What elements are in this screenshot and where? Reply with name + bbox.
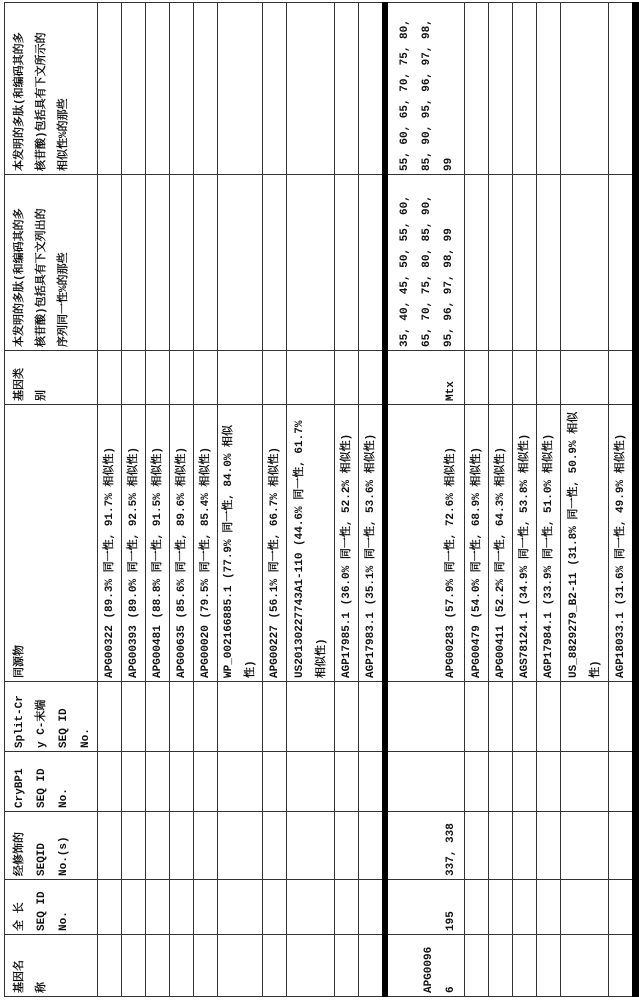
- full-length-seq-id-cell: [335, 880, 359, 935]
- full-length-seq-id-cell: [146, 880, 170, 935]
- gene-category-cell: [609, 351, 636, 405]
- header-identity-percent: [5, 175, 98, 351]
- table-row: [561, 3, 609, 997]
- modified-seq-id-cell: [287, 812, 335, 880]
- table-row: [122, 3, 146, 997]
- gene-name-cell-line: APG0096: [418, 938, 440, 993]
- header-homolog: [5, 405, 98, 682]
- header-row: [5, 3, 98, 997]
- header-line: 核苷酸)包括具有下文列出的: [31, 178, 53, 347]
- header-line: No.(s): [53, 815, 75, 876]
- similarity-percent-cell: [385, 3, 465, 175]
- table-row: [359, 3, 386, 997]
- full-length-seq-id-cell: [359, 880, 386, 935]
- full-length-seq-id-cell: 195: [385, 880, 465, 935]
- split-cry-seq-id-cell: [122, 682, 146, 752]
- similarity-percent-cell: [465, 3, 489, 175]
- similarity-percent-cell: [218, 3, 263, 175]
- identity-percent-cell-line: 95, 96, 97, 98, 99: [438, 178, 460, 347]
- header-line: 别: [31, 354, 53, 401]
- split-cry-seq-id-cell: [146, 682, 170, 752]
- split-cry-seq-id-cell: [537, 682, 561, 752]
- gene-category-cell: [218, 351, 263, 405]
- identity-percent-cell-line: 65, 70, 75, 80, 85, 90,: [416, 178, 438, 347]
- split-cry-seq-id-cell: [263, 682, 287, 752]
- modified-seq-id-cell: [146, 812, 170, 880]
- gene-category-cell: [561, 351, 609, 405]
- header-line: 本发明的多肽(和编码其的多: [9, 178, 31, 347]
- gene-name-cell: [465, 935, 489, 997]
- identity-percent-cell: [609, 175, 636, 351]
- table-row: [218, 3, 263, 997]
- split-cry-seq-id-cell: [98, 682, 122, 752]
- modified-seq-id-cell: [513, 812, 537, 880]
- identity-percent-cell: [513, 175, 537, 351]
- header-full-length-seq-id: [5, 880, 98, 935]
- crybp1-seq-id-cell: [561, 752, 609, 812]
- table-row: [98, 3, 122, 997]
- crybp1-seq-id-cell: [263, 752, 287, 812]
- similarity-percent-cell: [170, 3, 194, 175]
- table-row: [170, 3, 194, 997]
- full-length-seq-id-cell: [194, 880, 218, 935]
- homolog-cell: AGP18033.1 (31.6% 同一性, 49.9% 相似性): [609, 405, 636, 682]
- split-cry-seq-id-cell: [513, 682, 537, 752]
- header-line: 序列同一性%的那些: [53, 178, 75, 347]
- crybp1-seq-id-cell: [359, 752, 386, 812]
- header-crybp1-seq-id: [5, 752, 98, 812]
- split-cry-seq-id-cell: [218, 682, 263, 752]
- gene-name-cell: [287, 935, 335, 997]
- gene-category-cell: Mtx: [385, 351, 465, 405]
- modified-seq-id-cell: [335, 812, 359, 880]
- gene-category-cell: [513, 351, 537, 405]
- header-line: 同源物: [9, 408, 31, 678]
- identity-percent-cell: [385, 175, 465, 351]
- gene-name-cell: [537, 935, 561, 997]
- full-length-seq-id-cell: [263, 880, 287, 935]
- modified-seq-id-cell: [170, 812, 194, 880]
- identity-percent-cell: [465, 175, 489, 351]
- gene-name-cell: [335, 935, 359, 997]
- gene-name-cell: [146, 935, 170, 997]
- full-length-seq-id-cell: [465, 880, 489, 935]
- homolog-cell: AGP17984.1 (33.9% 同一性, 51.0% 相似性): [537, 405, 561, 682]
- gene-category-cell: [359, 351, 386, 405]
- identity-percent-cell: [122, 175, 146, 351]
- identity-percent-cell-line: 35, 40, 45, 50, 55, 60,: [394, 178, 416, 347]
- full-length-seq-id-cell: [609, 880, 636, 935]
- identity-percent-cell: [287, 175, 335, 351]
- crybp1-seq-id-cell: [537, 752, 561, 812]
- similarity-percent-cell: [335, 3, 359, 175]
- homolog-cell: APG00635 (85.6% 同一性, 89.6% 相似性): [170, 405, 194, 682]
- homolog-cell: APG00479 (54.0% 同一性, 68.9% 相似性): [465, 405, 489, 682]
- gene-name-cell: [170, 935, 194, 997]
- header-gene-name: [5, 935, 98, 997]
- split-cry-seq-id-cell: [359, 682, 386, 752]
- similarity-percent-cell: [609, 3, 636, 175]
- gene-name-cell: [218, 935, 263, 997]
- header-split-cry-seq-id: [5, 682, 98, 752]
- similarity-percent-cell: [287, 3, 335, 175]
- gene-name-cell: [513, 935, 537, 997]
- identity-percent-cell: [489, 175, 513, 351]
- gene-category-cell: [465, 351, 489, 405]
- header-line: y C-末端: [31, 685, 53, 748]
- gene-category-cell: [537, 351, 561, 405]
- split-cry-seq-id-cell: [194, 682, 218, 752]
- split-cry-seq-id-cell: [465, 682, 489, 752]
- gene-category-cell: [335, 351, 359, 405]
- identity-percent-cell: [146, 175, 170, 351]
- similarity-percent-cell: [194, 3, 218, 175]
- header-line: No.: [53, 755, 75, 808]
- full-length-seq-id-cell: [561, 880, 609, 935]
- identity-percent-cell: [359, 175, 386, 351]
- table-row: [287, 3, 335, 997]
- crybp1-seq-id-cell: [513, 752, 537, 812]
- header-line: CryBP1: [9, 755, 31, 808]
- header-line: SEQ ID: [31, 755, 53, 808]
- modified-seq-id-cell: [609, 812, 636, 880]
- header-line: Split-Cr: [9, 685, 31, 748]
- header-line: No.: [53, 883, 75, 931]
- header-modified-seq-id: [5, 812, 98, 880]
- gene-name-cell: [359, 935, 386, 997]
- header-line: 经修饰的: [9, 815, 31, 876]
- full-length-seq-id-cell: [513, 880, 537, 935]
- homolog-cell: AGP17983.1 (35.1% 同一性, 53.6% 相似性): [359, 405, 386, 682]
- gene-name-cell: [263, 935, 287, 997]
- homolog-cell: APG00322 (89.3% 同一性, 91.7% 相似性): [98, 405, 122, 682]
- gene-name-cell: [194, 935, 218, 997]
- homolog-cell: APG00020 (79.5% 同一性, 85.4% 相似性): [194, 405, 218, 682]
- modified-seq-id-cell: [218, 812, 263, 880]
- crybp1-seq-id-cell: [385, 752, 465, 812]
- modified-seq-id-cell: [194, 812, 218, 880]
- crybp1-seq-id-cell: [218, 752, 263, 812]
- full-length-seq-id-cell: [287, 880, 335, 935]
- gene-name-cell: [609, 935, 636, 997]
- modified-seq-id-cell: 337, 338: [385, 812, 465, 880]
- similarity-percent-cell: [513, 3, 537, 175]
- table-row: [489, 3, 513, 997]
- gene-name-cell: [489, 935, 513, 997]
- crybp1-seq-id-cell: [122, 752, 146, 812]
- gene-name-cell: [385, 935, 465, 997]
- identity-percent-cell: [98, 175, 122, 351]
- homolog-cell: AGP17985.1 (36.0% 同一性, 52.2% 相似性): [335, 405, 359, 682]
- identity-percent-cell: [263, 175, 287, 351]
- crybp1-seq-id-cell: [287, 752, 335, 812]
- header-line: 全 长: [9, 883, 31, 931]
- similarity-percent-cell: [122, 3, 146, 175]
- gene-category-cell: [489, 351, 513, 405]
- similarity-percent-cell-line: 99: [438, 6, 460, 171]
- crybp1-seq-id-cell: [609, 752, 636, 812]
- modified-seq-id-cell: [465, 812, 489, 880]
- header-line: No.: [75, 685, 97, 748]
- identity-percent-cell: [561, 175, 609, 351]
- crybp1-seq-id-cell: [335, 752, 359, 812]
- gene-name-cell: [561, 935, 609, 997]
- table-row: [263, 3, 287, 997]
- crybp1-seq-id-cell: [98, 752, 122, 812]
- split-cry-seq-id-cell: [561, 682, 609, 752]
- header-line: 基因类: [9, 354, 31, 401]
- header-line: SEQ ID: [31, 883, 53, 931]
- homolog-cell: APG00481 (88.8% 同一性, 91.5% 相似性): [146, 405, 170, 682]
- crybp1-seq-id-cell: [170, 752, 194, 812]
- homolog-cell: APG00283 (57.9% 同一性, 72.6% 相似性): [385, 405, 465, 682]
- gene-category-cell: [122, 351, 146, 405]
- similarity-percent-cell: [146, 3, 170, 175]
- table-row: [513, 3, 537, 997]
- header-gene-category: [5, 351, 98, 405]
- table-row: [146, 3, 170, 997]
- table-row: [335, 3, 359, 997]
- homolog-cell: US20130227743A1-110 (44.6% 同一性, 61.7% 相似性): [287, 405, 335, 682]
- homolog-cell: AGS78124.1 (34.9% 同一性, 53.8% 相似性): [513, 405, 537, 682]
- header-line: SEQID: [31, 815, 53, 876]
- modified-seq-id-cell: [537, 812, 561, 880]
- full-length-seq-id-cell: [170, 880, 194, 935]
- identity-percent-cell: [537, 175, 561, 351]
- crybp1-seq-id-cell: [194, 752, 218, 812]
- full-length-seq-id-cell: [218, 880, 263, 935]
- gene-name-cell: [98, 935, 122, 997]
- gene-name-cell-line: 6: [440, 938, 462, 993]
- similarity-percent-cell: [263, 3, 287, 175]
- header-line: 基因名: [9, 938, 31, 993]
- homolog-cell: APG00227 (56.1% 同一性, 66.7% 相似性): [263, 405, 287, 682]
- similarity-percent-cell-line: 55, 60, 65, 70, 75, 80,: [394, 6, 416, 171]
- gene-category-cell: [263, 351, 287, 405]
- split-cry-seq-id-cell: [170, 682, 194, 752]
- similarity-percent-cell: [489, 3, 513, 175]
- crybp1-seq-id-cell: [489, 752, 513, 812]
- header-similarity-percent: [5, 3, 98, 175]
- full-length-seq-id-cell: [537, 880, 561, 935]
- header-line: SEQ ID: [53, 685, 75, 748]
- similarity-percent-cell: [561, 3, 609, 175]
- modified-seq-id-cell: [98, 812, 122, 880]
- similarity-percent-cell: [98, 3, 122, 175]
- modified-seq-id-cell: [263, 812, 287, 880]
- crybp1-seq-id-cell: [146, 752, 170, 812]
- modified-seq-id-cell: [122, 812, 146, 880]
- table-row: [465, 3, 489, 997]
- header-line: 核苷酸)包括具有下文所示的: [31, 6, 53, 171]
- identity-percent-cell: [194, 175, 218, 351]
- table-row: [537, 3, 561, 997]
- identity-percent-cell: [335, 175, 359, 351]
- similarity-percent-cell-line: 85, 90, 95, 96, 97, 98,: [416, 6, 438, 171]
- header-line: 本发明的多肽(和编码其的多: [9, 6, 31, 171]
- homolog-cell: US_8829279_B2-11 (31.8% 同一性, 50.9% 相似性): [561, 405, 609, 682]
- full-length-seq-id-cell: [489, 880, 513, 935]
- table-row: [385, 3, 465, 997]
- header-line: 相似性%的那些: [53, 6, 75, 171]
- split-cry-seq-id-cell: [489, 682, 513, 752]
- identity-percent-cell: [170, 175, 194, 351]
- split-cry-seq-id-cell: [287, 682, 335, 752]
- homolog-cell: APG00411 (52.2% 同一性, 64.3% 相似性): [489, 405, 513, 682]
- split-cry-seq-id-cell: [335, 682, 359, 752]
- modified-seq-id-cell: [359, 812, 386, 880]
- modified-seq-id-cell: [561, 812, 609, 880]
- full-length-seq-id-cell: [122, 880, 146, 935]
- homolog-cell: APG00393 (89.0% 同一性, 92.5% 相似性): [122, 405, 146, 682]
- header-line: 称: [31, 938, 53, 993]
- modified-seq-id-cell: [489, 812, 513, 880]
- table-row: [609, 3, 636, 997]
- gene-category-cell: [98, 351, 122, 405]
- similarity-percent-cell: [359, 3, 386, 175]
- homolog-table: [4, 2, 639, 997]
- split-cry-seq-id-cell: [609, 682, 636, 752]
- gene-name-cell: [122, 935, 146, 997]
- identity-percent-cell: [218, 175, 263, 351]
- crybp1-seq-id-cell: [465, 752, 489, 812]
- gene-category-cell: [146, 351, 170, 405]
- gene-category-cell: [194, 351, 218, 405]
- homolog-cell: WP_002166885.1 (77.9% 同一性, 84.0% 相似性): [218, 405, 263, 682]
- gene-category-cell: [287, 351, 335, 405]
- full-length-seq-id-cell: [98, 880, 122, 935]
- gene-category-cell: [170, 351, 194, 405]
- rotated-page: [0, 0, 619, 1000]
- table-row: [194, 3, 218, 997]
- split-cry-seq-id-cell: [385, 682, 465, 752]
- similarity-percent-cell: [537, 3, 561, 175]
